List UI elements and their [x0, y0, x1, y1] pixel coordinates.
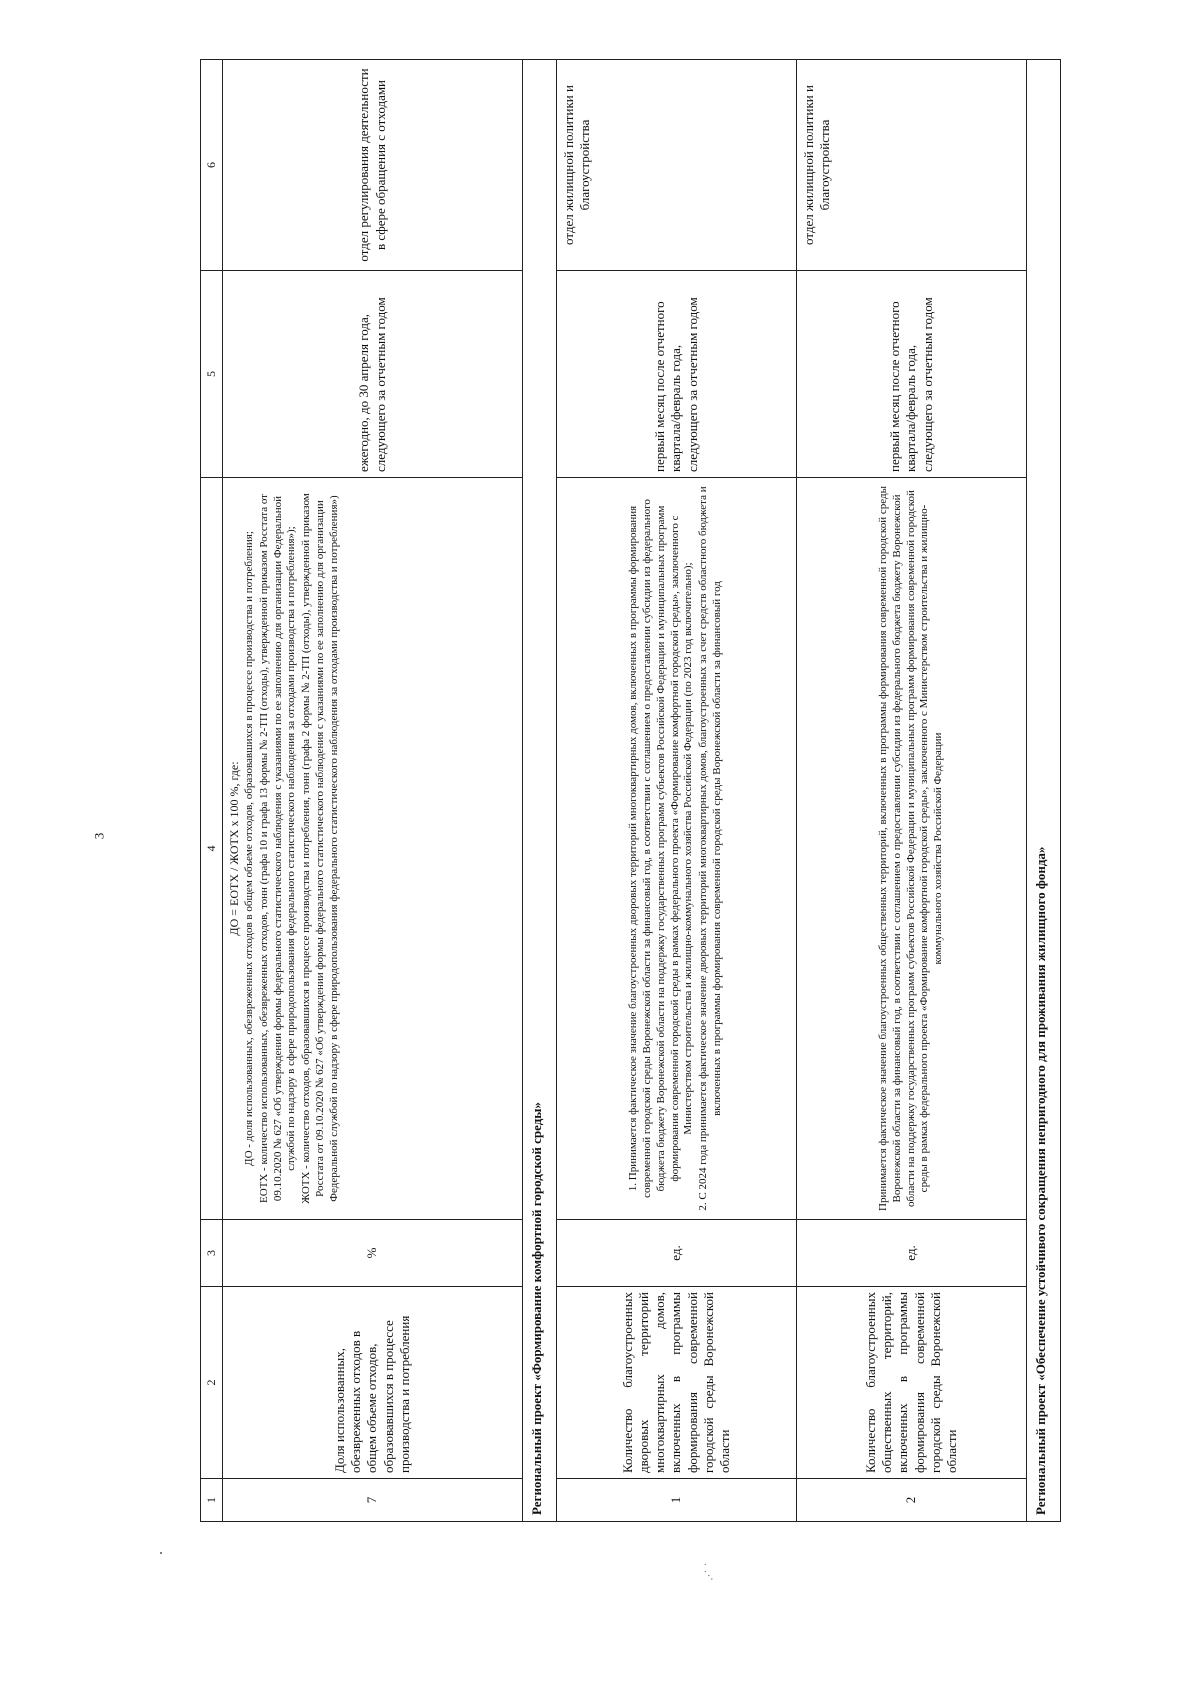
table-row [557, 60, 797, 1522]
header-col-1: 1 [201, 1479, 223, 1522]
reporting-period: первый месяц после отчетного квартала/февраль года, следующего за отчетным годом [797, 271, 1027, 478]
section-row [523, 60, 557, 1522]
method-paragraph: ЖОТХ - количество отходов, образовавшихся в процессе производства и потребления, тонн (графа 2 формы № 2-ТП (отходы), утвержденной приказом Росстата от 09.10.2020 № 627 «Об утверждении формы федерального статистического наблюдения с указаниями по ее заполнению для организации Федеральной службой по надзору в сфере природопользования федерального статистического наблюдения за отходами производства и потребления») [300, 493, 340, 1204]
table-row [797, 60, 1027, 1522]
reporting-period: первый месяц после отчетного квартала/февраль года, следующего за отчетным годом [557, 271, 797, 478]
row-number: 7 [223, 1479, 523, 1522]
method-paragraph: 2. С 2024 года принимается фактическое значение дворовых территорий многоквартирных домов, благоустроенных за счет средств областного бюджета и включенных в программы формирования современной городской среды Воронежской области за финансовый год [697, 486, 723, 1211]
section-title: Региональный проект «Обеспечение устойчивого сокращения непригодного для проживания жилищного фонда» [1027, 60, 1061, 1522]
responsible-department: отдел регулирования деятельности в сфере обращения с отходами [223, 60, 523, 271]
header-col-4: 4 [201, 478, 223, 1220]
table-row [223, 60, 523, 1522]
calculation-method [223, 478, 523, 1220]
scan-speck [160, 1552, 162, 1554]
row-number: 1 [557, 1479, 797, 1522]
header-col-2: 2 [201, 1287, 223, 1479]
unit: ед. [797, 1220, 1027, 1287]
indicator-name: Доля использованных, обезвреженных отходов в общем объеме отходов, образовавшихся в процессе производства и потребления [223, 1287, 523, 1479]
unit: ед. [557, 1220, 797, 1287]
responsible-department: отдел жилищной политики и благоустройства [797, 60, 1027, 271]
indicator-name: Количество благоустроенных дворовых территорий многоквартирных домов, включенных в программы формирования современной городской среды Воронежской области [557, 1287, 797, 1479]
row-number: 2 [797, 1479, 1027, 1522]
header-col-3: 3 [201, 1220, 223, 1287]
indicator-table [200, 59, 1061, 1522]
unit: % [223, 1220, 523, 1287]
header-row [201, 60, 223, 1522]
section-row [1027, 60, 1061, 1522]
indicator-name: Количество благоустроенных общественных территорий, включенных в программы формирования современной городской среды Воронежской области [797, 1287, 1027, 1479]
responsible-department: отдел жилищной политики и благоустройства [557, 60, 797, 271]
header-col-5: 5 [201, 271, 223, 478]
method-paragraph: 1. Принимается фактическое значение благоустроенных дворовых территорий многоквартирных домов, включенных в программы формирования современной городской среды Воронежской области за финансовый год, в соответствии с соглашением о предоставлении субсидии из федерального бюджета бюджету Воронежской области на поддержку государственных программ субъектов Российской Федерации и муниципальных программ формирования современной городской среды в рамках федерального проекта «Формирование комфортной городской среды», заключенного с Министерством строительства и жилищно-коммунального хозяйства Российской Федерации (по 2023 год включительно); [627, 499, 695, 1198]
calculation-method: Принимается фактическое значение благоустроенных общественных территорий, включенных в программы формирования современной городской среды Воронежской области за финансовый год, в соответствии с соглашением о предоставлении субсидии из федерального бюджета бюджету Воронежской области на поддержку государственных программ субъектов Российской Федерации и муниципальных программ формирования современной городской среды в рамках федерального проекта «Формирование комфортной городской среды», заключенного с Министерством строительства и жилищно-коммунального хозяйства Российской Федерации [797, 478, 1027, 1220]
section-title: Региональный проект «Формирование комфортной городской среды» [523, 60, 557, 1522]
calculation-method [557, 478, 797, 1220]
header-col-6: 6 [201, 60, 223, 271]
rotated-table-page [200, 68, 1140, 1522]
method-paragraph: ДО - доля использованных, обезвреженных отходов в общем объеме отходов, образовавшихся в процессе производства и потребления; [243, 531, 255, 1166]
formula: ДО = ЕОТХ / ЖОТХ х 100 %, где: [227, 761, 241, 936]
reporting-period: ежегодно, до 30 апреля года, следующего за отчетным годом [223, 271, 523, 478]
method-paragraph: ЕОТХ - количество использованных, обезвреженных отходов, тонн (графа 10 и графа 13 формы № 2-ТП (отходы), утвержденной приказом Росстата от 09.10.2020 № 627 «Об утверждении формы федерального статистического наблюдения с указаниями по ее заполнению для организации Федеральной службой по надзору в сфере природопользования федерального статистического наблюдения за отходами производства и потребления»); [257, 494, 298, 1204]
scan-mark: .·˙ ˙ [701, 1562, 716, 1581]
page-number: 3 [91, 832, 107, 840]
